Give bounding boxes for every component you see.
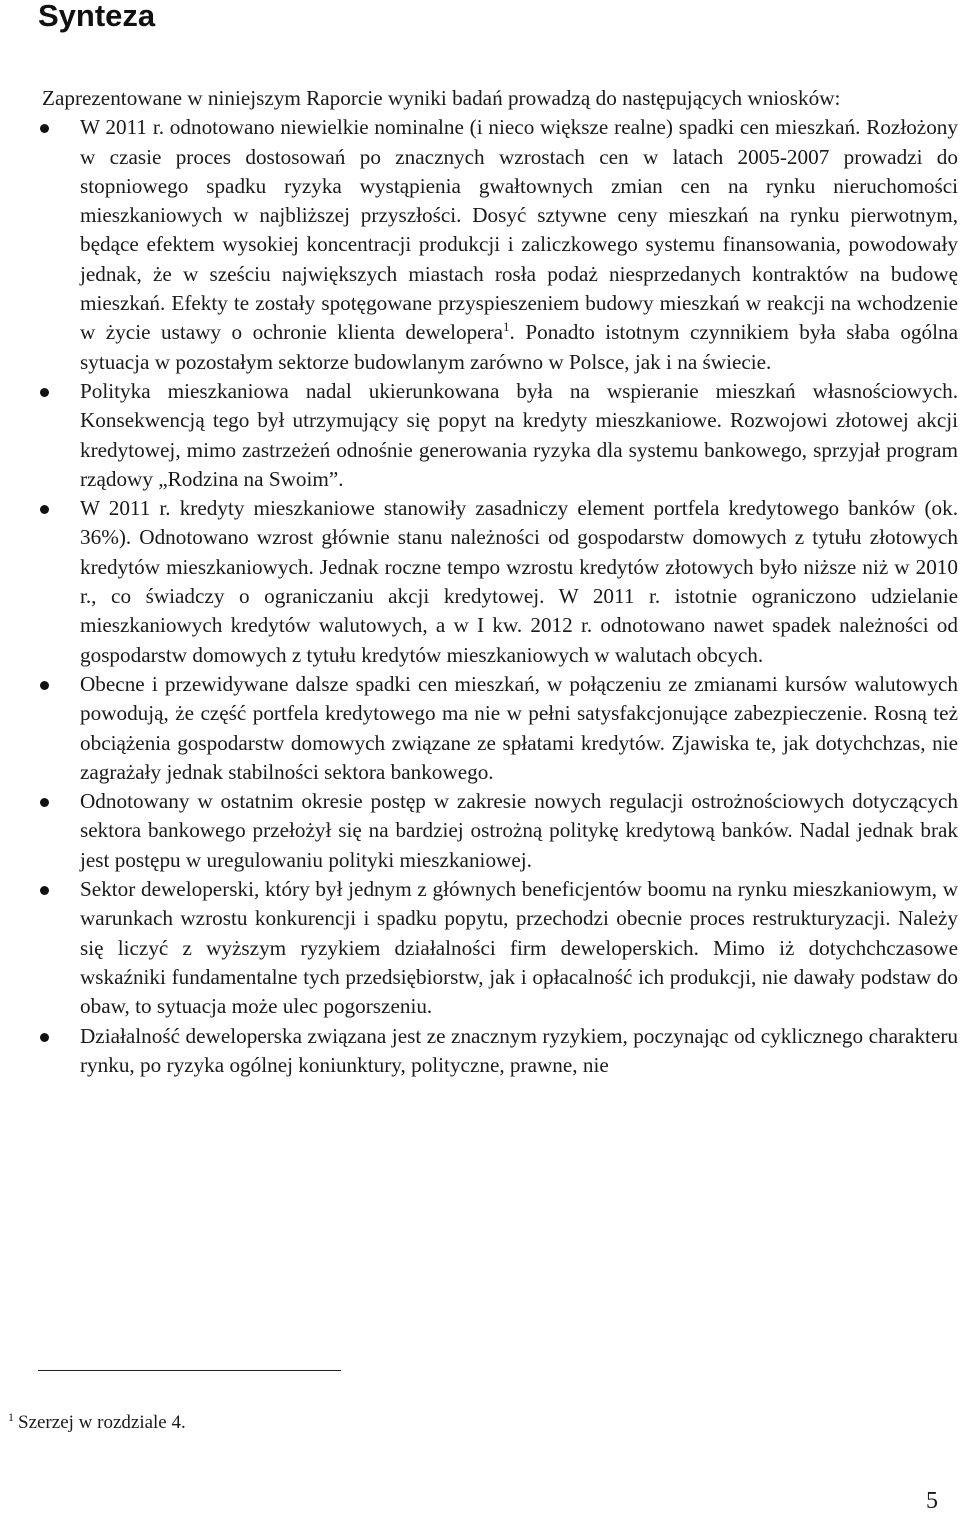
footnote-reference[interactable]: 1 xyxy=(503,319,510,335)
bullet-icon xyxy=(40,388,49,397)
list-item xyxy=(0,377,958,494)
list-item-text: W 2011 r. kredyty mieszkaniowe stanowiły zasadniczy element portfela kredytowego banków (ok. 36%). Odnotowano wzrost głównie stanu należności od gospodarstw domowych z tytułu złotowych kredytów mieszkaniowych. Jednak roczne tempo wzrostu kredytów złotowych było niższe niż w 2010 r., co świadczy o ograniczaniu akcji kredytowej. W 2011 r. istotnie ograniczono udzielanie mieszkaniowych kredytów walutowych, a w I kw. 2012 r. odnotowano nawet spadek należności od gospodarstw domowych z tytułu kredytów mieszkaniowych w walutach obcych. xyxy=(80,496,958,667)
page-title: Synteza xyxy=(38,0,156,33)
conclusions-list xyxy=(0,113,958,1080)
list-item-text: Odnotowany w ostatnim okresie postęp w zakresie nowych regulacji ostrożnościowych dotyczących sektora bankowego przełożył się na bardziej ostrożną politykę kredytową banków. Nadal jednak brak jest postępu w uregulowaniu polityki mieszkaniowej. xyxy=(80,789,958,872)
list-item-text: Działalność deweloperska związana jest ze znacznym ryzykiem, poczynając od cyklicznego charakteru rynku, po ryzyka ogólnej koniunktury, polityczne, prawne, nie xyxy=(80,1023,958,1077)
list-item-text: Polityka mieszkaniowa nadal ukierunkowana była na wspieranie mieszkań własnościowych. Konsekwencją tego był utrzymujący się popyt na kredyty mieszkaniowe. Rozwojowi złotowej akcji kredytowej, mimo zastrzeżeń odnośnie generowania ryzyka dla systemu bankowego, sprzyjał program rządowy „Rodzina na Swoim”. xyxy=(80,378,958,491)
list-item-text-continued: . Ponadto istotnym czynnikiem była słaba ogólna sytuacja w pozostałym sektorze budowlanym zarówno w Polsce, jak i na świecie. xyxy=(80,320,958,374)
intro-paragraph: Zaprezentowane w niniejszym Raporcie wyniki badań prowadzą do następujących wniosków: xyxy=(42,86,841,110)
list-item-text: Sektor deweloperski, który był jednym z głównych beneficjentów boomu na rynku mieszkaniowym, w warunkach wzrostu konkurencji i spadku popytu, przechodzi obecnie proces restrukturyzacji. Należy się liczyć z wyższym ryzykiem działalności firm deweloperskich. Mimo iż dotychchczasowe wskaźniki fundamentalne tych przedsiębiorstw, jak i opłacalność ich produkcji, nie dawały podstaw do obaw, to sytuacja może ulec pogorszeniu. xyxy=(80,877,958,1019)
bullet-icon xyxy=(40,505,49,514)
bullet-icon xyxy=(40,798,49,807)
footnote-number: 1 xyxy=(8,1410,14,1424)
list-item xyxy=(0,113,958,377)
list-item xyxy=(0,494,958,670)
document-body xyxy=(0,84,958,1080)
bullet-icon xyxy=(40,886,49,895)
list-item xyxy=(0,670,958,787)
bullet-icon xyxy=(40,681,49,690)
footnote xyxy=(8,1411,186,1435)
list-item xyxy=(0,787,958,875)
list-item xyxy=(0,1022,958,1081)
page-number: 5 xyxy=(926,1488,938,1514)
list-item xyxy=(0,875,958,1021)
footnote-separator xyxy=(38,1370,341,1371)
list-item-text: W 2011 r. odnotowano niewielkie nominalne (i nieco większe realne) spadki cen mieszkań. Rozłożony w czasie proces dostosowań po znacznych wzrostach cen w latach 2005-2007 prowadzi do stopniowego spadku ryzyka wystąpienia gwałtownych zmian cen na rynku nieruchomości mieszkaniowych w najbliższej przyszłości. Dosyć sztywne ceny mieszkań na rynku pierwotnym, będące efektem wysokiej koncentracji produkcji i zaliczkowego systemu finansowania, powodowały jednak, że w sześciu największych miastach rosła podaż niesprzedanych kontraktów na budowę mieszkań. Efekty te zostały spotęgowane przyspieszeniem budowy mieszkań w reakcji na wchodzenie w życie ustawy o ochronie klienta dewelopera xyxy=(80,115,958,345)
bullet-icon xyxy=(40,1033,49,1042)
list-item-text: Obecne i przewidywane dalsze spadki cen mieszkań, w połączeniu ze zmianami kursów walutowych powodują, że część portfela kredytowego ma nie w pełni satysfakcjonujące zabezpieczenie. Rosną też obciążenia gospodarstw domowych związane ze spłatami kredytów. Zjawiska te, jak dotychchzas, nie zagrażały jednak stabilności sektora bankowego. xyxy=(80,671,958,784)
bullet-icon xyxy=(40,124,49,133)
footnote-text: Szerzej w rozdziale 4. xyxy=(18,1412,186,1433)
